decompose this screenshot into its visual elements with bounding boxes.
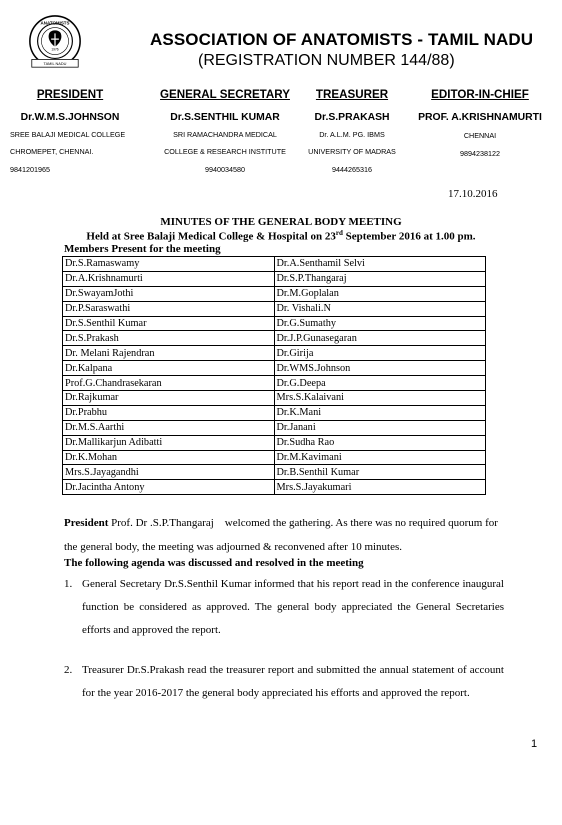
member-name-cell: Dr.SwayamJothi	[63, 286, 275, 301]
intro-text: Prof. Dr .S.P.Thangaraj welcomed the gathering. As there was no required quorum for the general body, the meeting was adjourned & reconvened after 10 minutes.	[64, 517, 498, 553]
officer-name: Dr.S.PRAKASH	[314, 112, 390, 123]
member-name-cell: Dr.S.Prakash	[63, 331, 275, 346]
meeting-venue	[0, 229, 562, 243]
member-name-cell: Mrs.S.Kalaivani	[274, 391, 486, 406]
member-name-cell: Dr.J.P.Gunasegaran	[274, 331, 486, 346]
member-name-cell: Dr.WMS.Johnson	[274, 361, 486, 376]
member-name-cell: Dr.Rajkumar	[63, 391, 275, 406]
officer-role: EDITOR-IN-CHIEF	[431, 88, 529, 101]
agenda-item-number: 1.	[64, 578, 73, 590]
member-name-cell: Dr.M.Kavimani	[274, 450, 486, 465]
officer-phone: 9894238122	[460, 149, 500, 158]
venue-suffix: September 2016 at 1.00 pm.	[342, 230, 476, 243]
table-row	[63, 257, 486, 272]
agenda-item-number: 2.	[64, 664, 73, 676]
member-name-cell: Dr.B.Senthil Kumar	[274, 465, 486, 480]
member-name-cell: Dr.S.Ramaswamy	[63, 257, 275, 272]
page-number: 1	[531, 738, 538, 750]
member-name-cell: Dr.A.Senthamil Selvi	[274, 257, 486, 272]
officer-role: PRESIDENT	[36, 88, 104, 101]
member-name-cell: Dr.Prabhu	[63, 405, 275, 420]
table-row	[63, 376, 486, 391]
table-row	[63, 435, 486, 450]
agenda-item	[64, 659, 504, 705]
members-label: Members Present for the meeting	[64, 243, 221, 255]
officer-name: PROF. A.KRISHNAMURTI	[418, 112, 542, 123]
officer-location: COLLEGE & RESEARCH INSTITUTE	[164, 147, 286, 156]
officer-affiliation: SREE BALAJI MEDICAL COLLEGE	[10, 130, 126, 139]
minutes-title: MINUTES OF THE GENERAL BODY MEETING	[160, 216, 402, 228]
table-row	[63, 465, 486, 480]
intro-bold: President	[64, 517, 109, 529]
member-name-cell: Dr.Sudha Rao	[274, 435, 486, 450]
officer-affiliation: SRI RAMACHANDRA MEDICAL	[173, 130, 277, 139]
officer-location: CHENNAI	[463, 131, 497, 140]
table-row	[63, 420, 486, 435]
svg-text:TAMIL NADU: TAMIL NADU	[43, 62, 67, 67]
registration-number: (REGISTRATION NUMBER 144/88)	[198, 52, 455, 69]
table-row	[63, 316, 486, 331]
association-logo	[26, 14, 84, 72]
member-name-cell: Mrs.S.Jayagandhi	[63, 465, 275, 480]
table-row	[63, 346, 486, 361]
officer-phone: 9841201965	[10, 165, 50, 174]
table-row	[63, 271, 486, 286]
members-table	[62, 256, 486, 495]
officer-location: CHROMEPET, CHENNAI.	[10, 147, 94, 156]
venue-date-suffix: rd	[335, 229, 343, 237]
member-name-cell: Dr.S.P.Thangaraj	[274, 271, 486, 286]
member-name-cell: Dr.K.Mani	[274, 405, 486, 420]
table-row	[63, 361, 486, 376]
agenda-heading: The following agenda was discussed and resolved in the meeting	[64, 557, 364, 569]
member-name-cell: Mrs.S.Jayakumari	[274, 480, 486, 495]
officer-role: TREASURER	[315, 88, 389, 101]
officer-name: Dr.W.M.S.JOHNSON	[20, 112, 120, 123]
member-name-cell: Dr.Girija	[274, 346, 486, 361]
officer-name: Dr.S.SENTHIL KUMAR	[170, 112, 280, 123]
member-name-cell: Dr.M.S.Aarthi	[63, 420, 275, 435]
table-row	[63, 450, 486, 465]
member-name-cell: Dr.Mallikarjun Adibatti	[63, 435, 275, 450]
officer-phone: 9940034580	[205, 165, 245, 174]
member-name-cell: Dr.Janani	[274, 420, 486, 435]
table-row	[63, 391, 486, 406]
svg-text:ANATOMISTS: ANATOMISTS	[40, 20, 70, 26]
member-name-cell: Prof.G.Chandrasekaran	[63, 376, 275, 391]
intro-paragraph	[64, 511, 504, 559]
member-name-cell: Dr.A.Krishnamurti	[63, 271, 275, 286]
officer-general-secretary	[160, 88, 290, 174]
table-row	[63, 301, 486, 316]
officer-location: UNIVERSITY OF MADRAS	[308, 147, 396, 156]
table-row	[63, 331, 486, 346]
agenda-item	[64, 573, 504, 642]
agenda-item-text: General Secretary Dr.S.Senthil Kumar informed that his report read in the conference inaugural function be considered as approved. The general body appreciated the General Secretaries efforts and approved the report.	[82, 578, 504, 636]
officer-phone: 9444265316	[332, 165, 372, 174]
svg-text:1976: 1976	[51, 47, 59, 52]
table-row	[63, 405, 486, 420]
table-row	[63, 480, 486, 495]
member-name-cell: Dr.K.Mohan	[63, 450, 275, 465]
agenda-item-text: Treasurer Dr.S.Prakash read the treasurer report and submitted the annual statement of account for the year 2016-2017 the general body appreciated his efforts and approved the report.	[82, 664, 504, 699]
member-name-cell: Dr.S.Senthil Kumar	[63, 316, 275, 331]
member-name-cell: Dr.Jacintha Antony	[63, 480, 275, 495]
officer-role: GENERAL SECRETARY	[160, 88, 290, 101]
organization-title: ASSOCIATION OF ANATOMISTS - TAMIL NADU	[150, 30, 534, 49]
table-row	[63, 286, 486, 301]
venue-prefix: Held at Sree Balaji Medical College & Hospital on 23	[86, 230, 336, 243]
member-name-cell: Dr. Vishali.N	[274, 301, 486, 316]
member-name-cell: Dr.M.Goplalan	[274, 286, 486, 301]
document-date: 17.10.2016	[448, 188, 498, 200]
officer-president	[10, 88, 130, 174]
member-name-cell: Dr.Kalpana	[63, 361, 275, 376]
member-name-cell: Dr.G.Sumathy	[274, 316, 486, 331]
officer-editor-in-chief	[410, 88, 550, 158]
member-name-cell: Dr. Melani Rajendran	[63, 346, 275, 361]
member-name-cell: Dr.P.Saraswathi	[63, 301, 275, 316]
officer-affiliation: Dr. A.L.M. PG. IBMS	[319, 130, 385, 139]
officer-treasurer	[304, 88, 400, 174]
member-name-cell: Dr.G.Deepa	[274, 376, 486, 391]
